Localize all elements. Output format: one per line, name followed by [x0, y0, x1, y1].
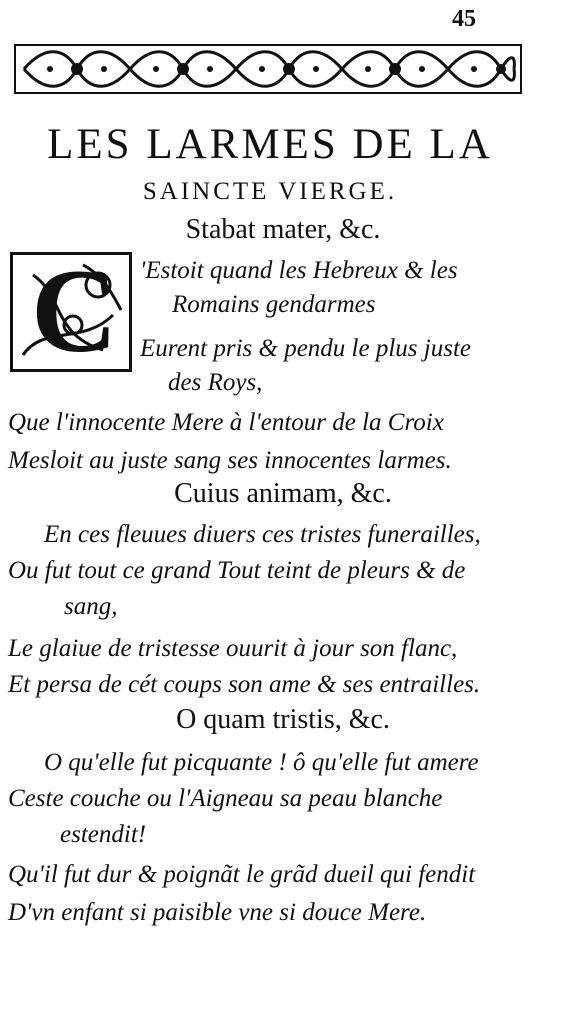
verse-line: Eurent pris & pendu le plus juste: [140, 335, 471, 362]
page-number: 45: [452, 6, 476, 32]
verse-line: sang,: [64, 593, 118, 620]
decorative-header-band: [14, 44, 522, 94]
verse-line: Mesloit au juste sang ses innocentes larmes.: [8, 447, 452, 474]
verse-line: Que l'innocente Mere à l'entour de la Croix: [8, 409, 444, 436]
chapter-subtitle: SAINCTE VIERGE.: [142, 178, 398, 205]
verse-line: Et persa de cét coups son ame & ses entrailles.: [8, 671, 481, 698]
verse-line: estendit!: [60, 821, 147, 848]
chapter-title: LES LARMES DE LA: [47, 121, 493, 168]
verse-line: Ceste couche ou l'Aigneau sa peau blanche: [8, 785, 443, 812]
decorated-initial: [10, 244, 132, 377]
verse-line: des Roys,: [168, 369, 263, 396]
verse-line: Romains gendarmes: [172, 291, 376, 318]
verse-line: O qu'elle fut picquante ! ô qu'elle fut amere: [44, 749, 479, 776]
verse-line: 'Estoit quand les Hebreux & les: [140, 257, 458, 284]
verse-line: Ou fut tout ce grand Tout teint de pleurs & de: [8, 557, 466, 584]
verse-line: Le glaiue de tristesse ouurit à jour son flanc,: [8, 635, 458, 662]
stanza-heading: Stabat mater, &c.: [185, 214, 381, 245]
verse-line: D'vn enfant si paisible vne si douce Mere.: [8, 899, 427, 926]
verse-line: En ces fleuues diuers ces tristes funerailles,: [44, 521, 481, 548]
dropcap-letter: C: [31, 244, 118, 377]
verse-line: Qu'il fut dur & poignãt le grãd dueil qui fendit: [8, 861, 476, 888]
stanza-heading: O quam tristis, &c.: [176, 704, 390, 735]
stanza-heading: Cuius animam, &c.: [174, 478, 392, 509]
